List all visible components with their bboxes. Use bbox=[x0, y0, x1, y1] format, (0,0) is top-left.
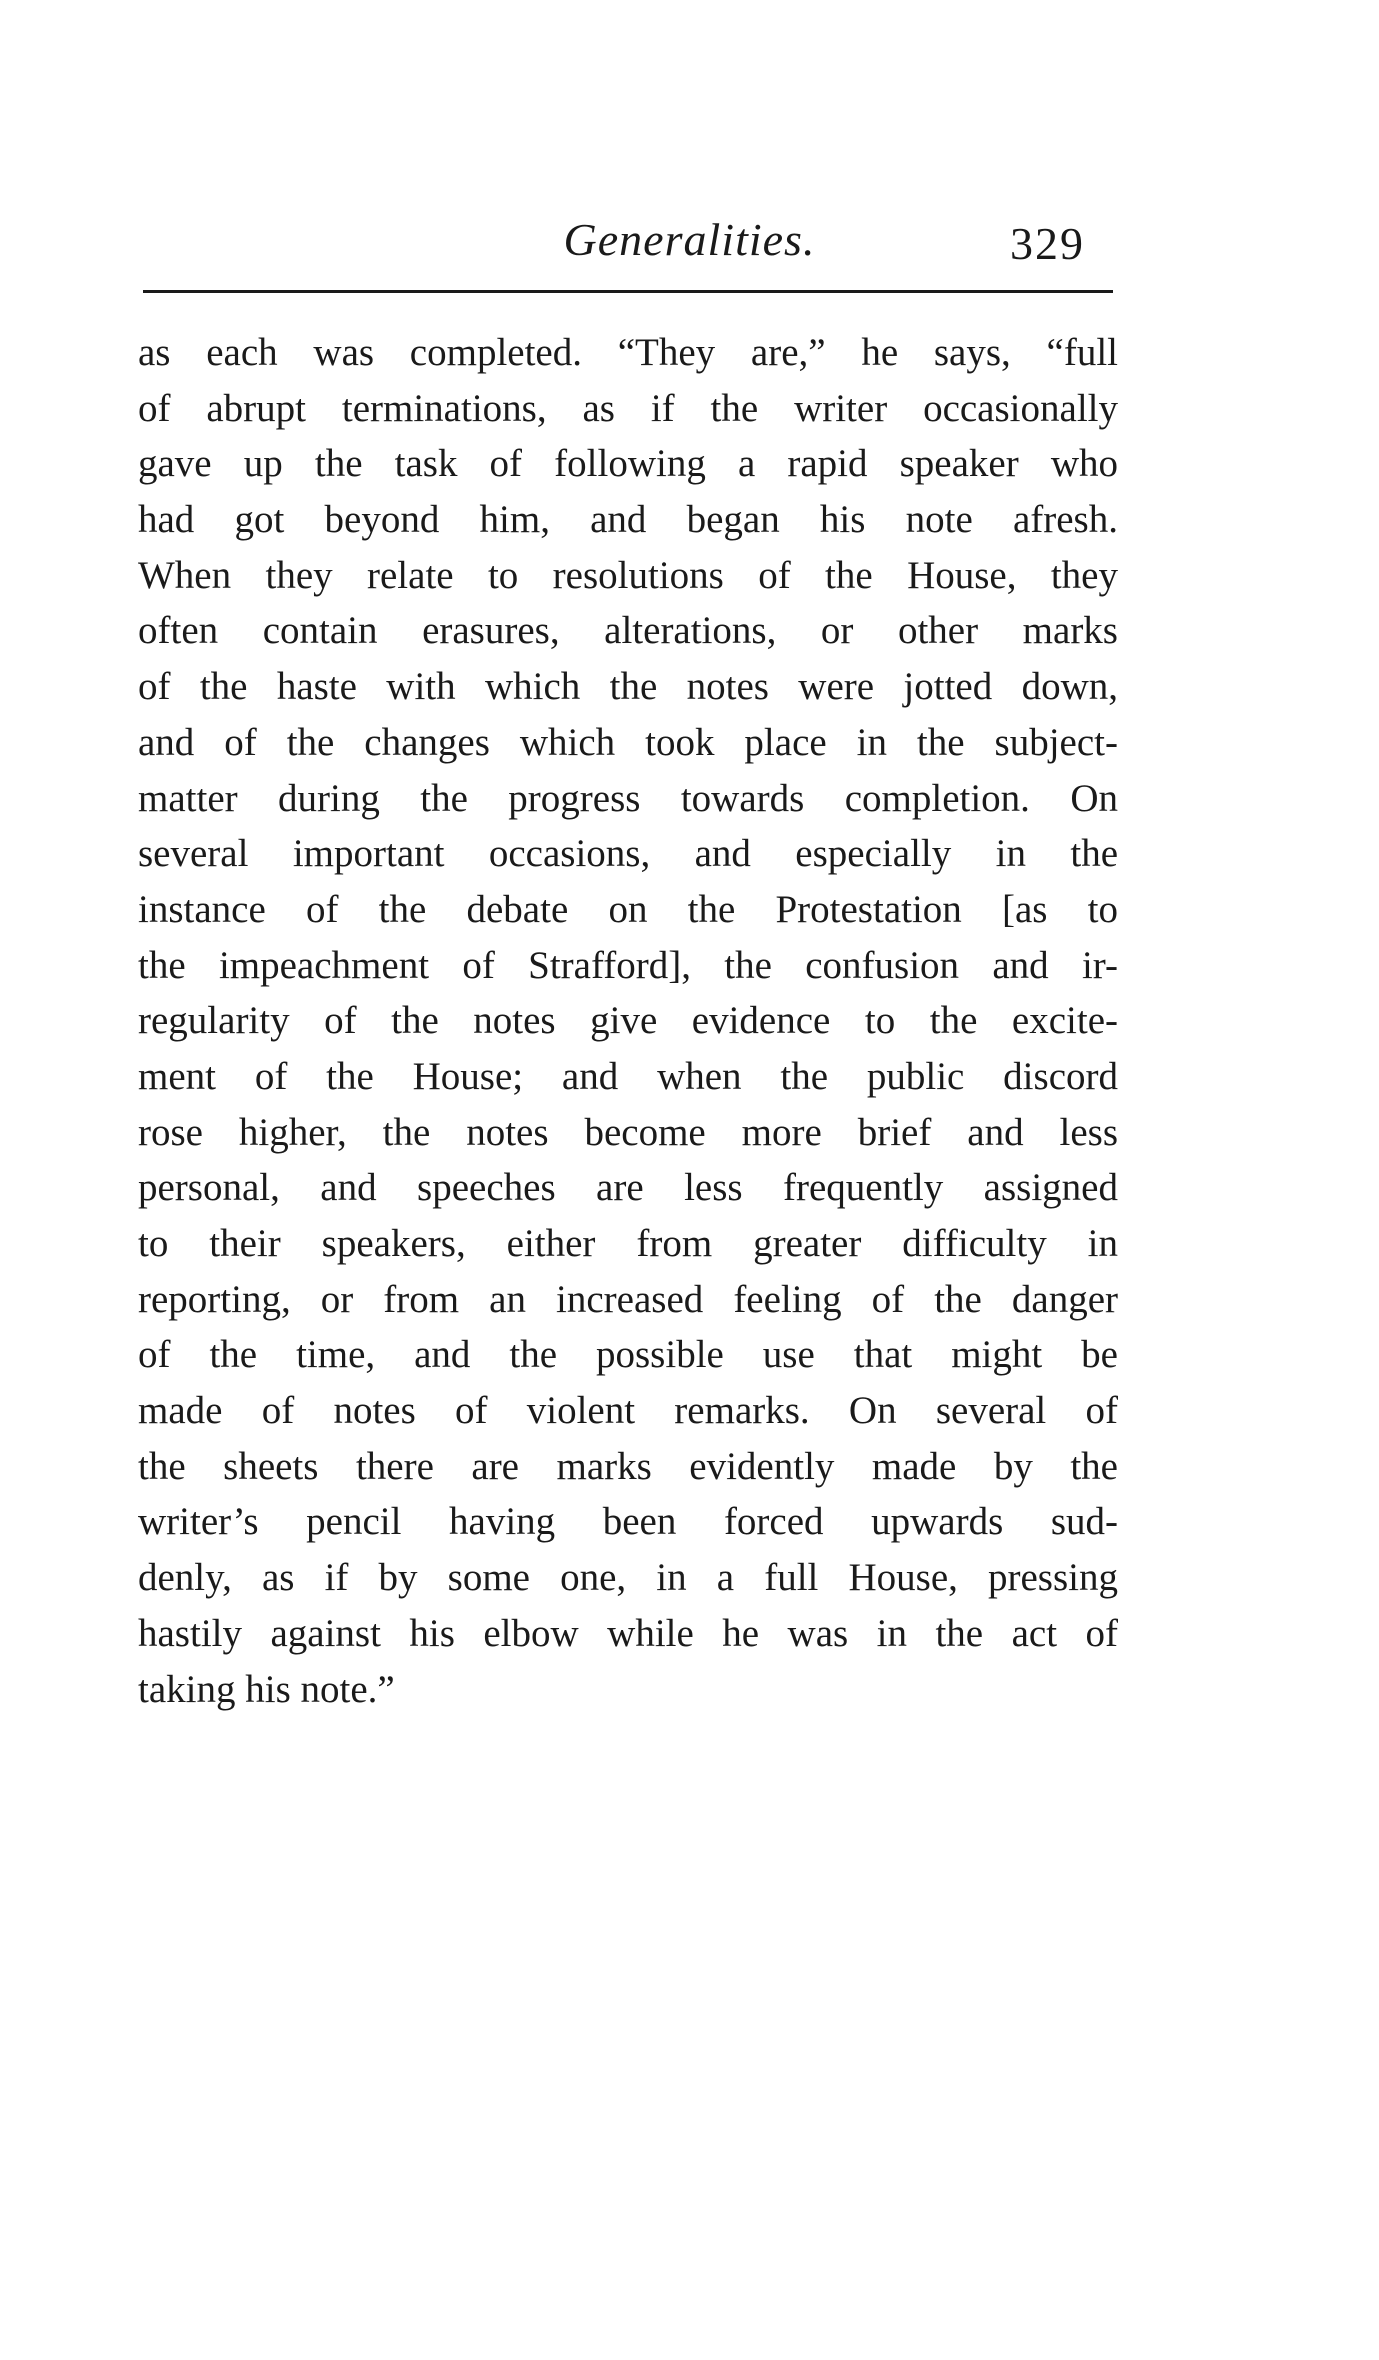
text-line: had got beyond him, and began his note afresh. bbox=[138, 498, 1118, 542]
text-line: made of notes of violent remarks. On several of bbox=[138, 1389, 1118, 1433]
text-line: the impeachment of Strafford], the confusion and ir- bbox=[138, 943, 1118, 987]
text-line: several important occasions, and especially in the bbox=[138, 832, 1118, 876]
text-line: taking his note.” bbox=[138, 1667, 395, 1711]
text-line: ment of the House; and when the public discord bbox=[138, 1054, 1118, 1098]
page-number: 329 bbox=[1010, 218, 1085, 269]
text-line: writer’s pencil having been forced upwards sud- bbox=[138, 1500, 1118, 1544]
text-line: personal, and speeches are less frequently assigned bbox=[138, 1166, 1118, 1210]
text-line: hastily against his elbow while he was in the act of bbox=[138, 1611, 1118, 1655]
text-line: the sheets there are marks evidently made by the bbox=[138, 1444, 1118, 1488]
text-line: of the haste with which the notes were jotted down, bbox=[138, 665, 1118, 709]
text-line: rose higher, the notes become more brief and less bbox=[138, 1110, 1118, 1154]
text-line: denly, as if by some one, in a full House, pressing bbox=[138, 1556, 1118, 1600]
text-line: reporting, or from an increased feeling of the danger bbox=[138, 1277, 1118, 1321]
text-line: gave up the task of following a rapid speaker who bbox=[138, 442, 1118, 486]
text-line: as each was completed. “They are,” he says, “full bbox=[138, 331, 1118, 374]
text-line: often contain erasures, alterations, or other marks bbox=[138, 609, 1118, 653]
text-line: regularity of the notes give evidence to the excite- bbox=[138, 999, 1118, 1043]
header-rule bbox=[143, 290, 1113, 293]
text-line: matter during the progress towards completion. On bbox=[138, 776, 1118, 820]
text-line: When they relate to resolutions of the House, they bbox=[138, 553, 1118, 597]
text-line: and of the changes which took place in the subject- bbox=[138, 720, 1118, 764]
running-title: Generalities. bbox=[563, 214, 816, 265]
body-text bbox=[138, 325, 1118, 1717]
text-line: of abrupt terminations, as if the writer occasionally bbox=[138, 386, 1118, 430]
text-line: to their speakers, either from greater difficulty in bbox=[138, 1222, 1118, 1265]
text-line: of the time, and the possible use that might be bbox=[138, 1333, 1118, 1377]
text-line: instance of the debate on the Protestation [as to bbox=[138, 887, 1118, 931]
